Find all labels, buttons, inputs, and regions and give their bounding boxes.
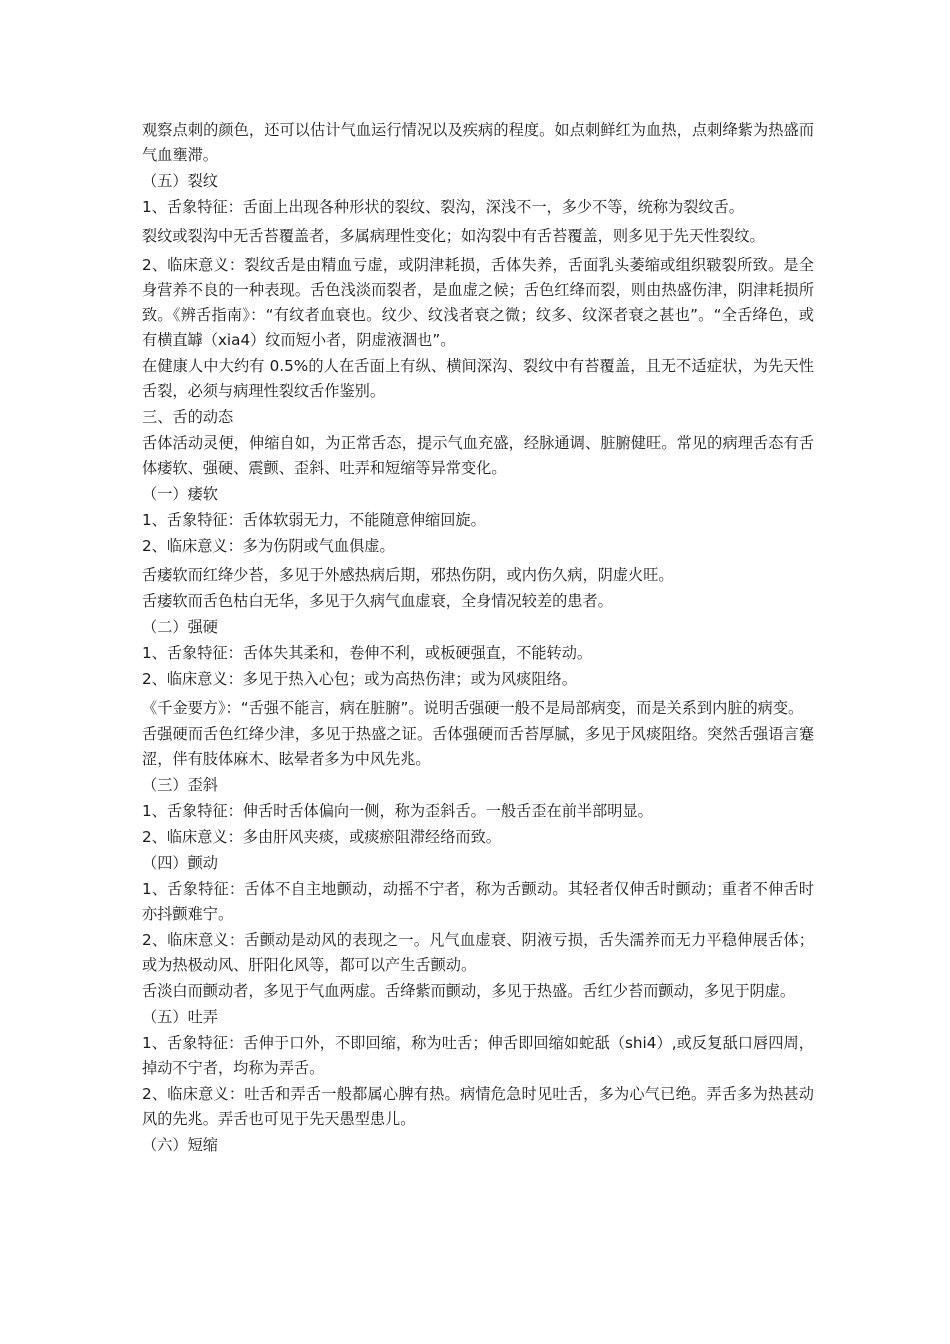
heading-protruding: （五）吐弄 [142,1008,218,1026]
paragraph-protruding-meaning: 2、临床意义：吐舌和弄舌一般都属心脾有热。病情危急时见吐舌，多为心气已绝。弄舌多为热甚动风的先兆。弄舌也可见于先天愚型患儿。 [142,1085,814,1128]
paragraph-stiff-feature: 1、舌象特征：舌体失其柔和，卷伸不利，或板硬强直，不能转动。 [142,644,593,662]
heading-flaccid: （一）痿软 [142,485,218,503]
paragraph-flaccid-meaning: 2、临床意义：多为伤阴或气血俱虚。 [142,537,395,555]
paragraph-stiff-details: 舌强硬而舌色红绛少津，多见于热盛之证。舌体强硬而舌苔厚腻，多见于风痰阻络。突然舌强语言蹇涩，伴有肢体麻木、眩晕者多为中风先兆。 [142,725,814,768]
paragraph-deviated-feature: 1、舌象特征：伸舌时舌体偏向一侧，称为歪斜舌。一般舌歪在前半部明显。 [142,802,653,820]
paragraph-tongue-motion-intro: 舌体活动灵便，伸缩自如，为正常舌态，提示气血充盛，经脉通调、脏腑健旺。常见的病理舌态有舌体痿软、强硬、震颤、歪斜、吐弄和短缩等异常变化。 [142,434,814,477]
paragraph-trembling-meaning: 2、临床意义：舌颤动是动风的表现之一。凡气血虚衰、阴液亏损，舌失濡养而无力平稳伸展舌体；或为热极动风、肝阳化风等，都可以产生舌颤动。 [142,931,814,974]
paragraph-flaccid-red: 舌痿软而红绛少苔，多见于外感热病后期，邪热伤阴，或内伤久病，阴虚火旺。 [142,566,674,584]
paragraph-trembling-feature: 1、舌象特征：舌体不自主地颤动，动摇不宁者，称为舌颤动。其轻者仅伸舌时颤动；重者不伸舌时亦抖颤难宁。 [142,880,814,923]
heading-stiff: （二）强硬 [142,618,218,636]
heading-shortened: （六）短缩 [142,1136,218,1154]
paragraph-stiff-quote: 《千金要方》：“舌强不能言，病在脏腑”。说明舌强硬一般不是局部病变，而是关系到内脏的病变。 [142,699,804,717]
heading-cracks: （五）裂纹 [142,172,218,190]
paragraph-flaccid-pale: 舌痿软而舌色枯白无华，多见于久病气血虚衰，全身情况较差的患者。 [142,592,613,610]
paragraph-protruding-feature: 1、舌象特征：舌伸于口外，不即回缩，称为吐舌；伸舌即回缩如蛇舐（shi4）,或反复舐口唇四周，掉动不宁者，均称为弄舌。 [142,1034,814,1077]
paragraph-cracks-meaning: 2、临床意义：裂纹舌是由精血亏虚，或阴津耗损，舌体失养，舌面乳头萎缩或组织皲裂所致。是全身营养不良的一种表现。舌色浅淡而裂者，是血虚之候；舌色红绛而裂，则由热盛伤津，阴津耗损所致。《辨舌指南》：“有纹者血衰也。纹少、纹浅者衰之微；纹多、纹深者衰之甚也”。“全舌绛色，或有横直罅（xia4）纹而短小者，阴虚液涸也”。 [142,256,814,349]
document-page [142,118,814,1159]
heading-trembling: （四）颤动 [142,854,218,872]
paragraph-trembling-details: 舌淡白而颤动者，多见于气血两虚。舌绛紫而颤动，多见于热盛。舌红少苔而颤动，多见于阴虚。 [142,982,796,1000]
heading-tongue-motion: 三、舌的动态 [142,408,234,426]
paragraph-cracks-feature: 1、舌象特征：舌面上出现各种形状的裂纹、裂沟，深浅不一，多少不等，统称为裂纹舌。 [142,198,744,216]
paragraph-cracks-coating: 裂纹或裂沟中无舌苔覆盖者，多属病理性变化；如沟裂中有舌苔覆盖，则多见于先天性裂纹。 [142,227,765,245]
paragraph-stiff-meaning: 2、临床意义：多见于热入心包；或为高热伤津；或为风痰阻络。 [142,670,577,688]
paragraph-cracks-congenital: 在健康人中大约有 0.5%的人在舌面上有纵、横间深沟、裂纹中有苔覆盖，且无不适症状，为先天性舌裂，必须与病理性裂纹舌作鉴别。 [142,357,814,400]
heading-deviated: （三）歪斜 [142,776,218,794]
paragraph-flaccid-feature: 1、舌象特征：舌体软弱无力，不能随意伸缩回旋。 [142,511,486,529]
paragraph-dots-color: 观察点刺的颜色，还可以估计气血运行情况以及疾病的程度。如点刺鲜红为血热，点刺绛紫为热盛而气血壅滞。 [142,121,814,164]
paragraph-deviated-meaning: 2、临床意义：多由肝风夹痰，或痰瘀阻滞经络而致。 [142,828,501,846]
